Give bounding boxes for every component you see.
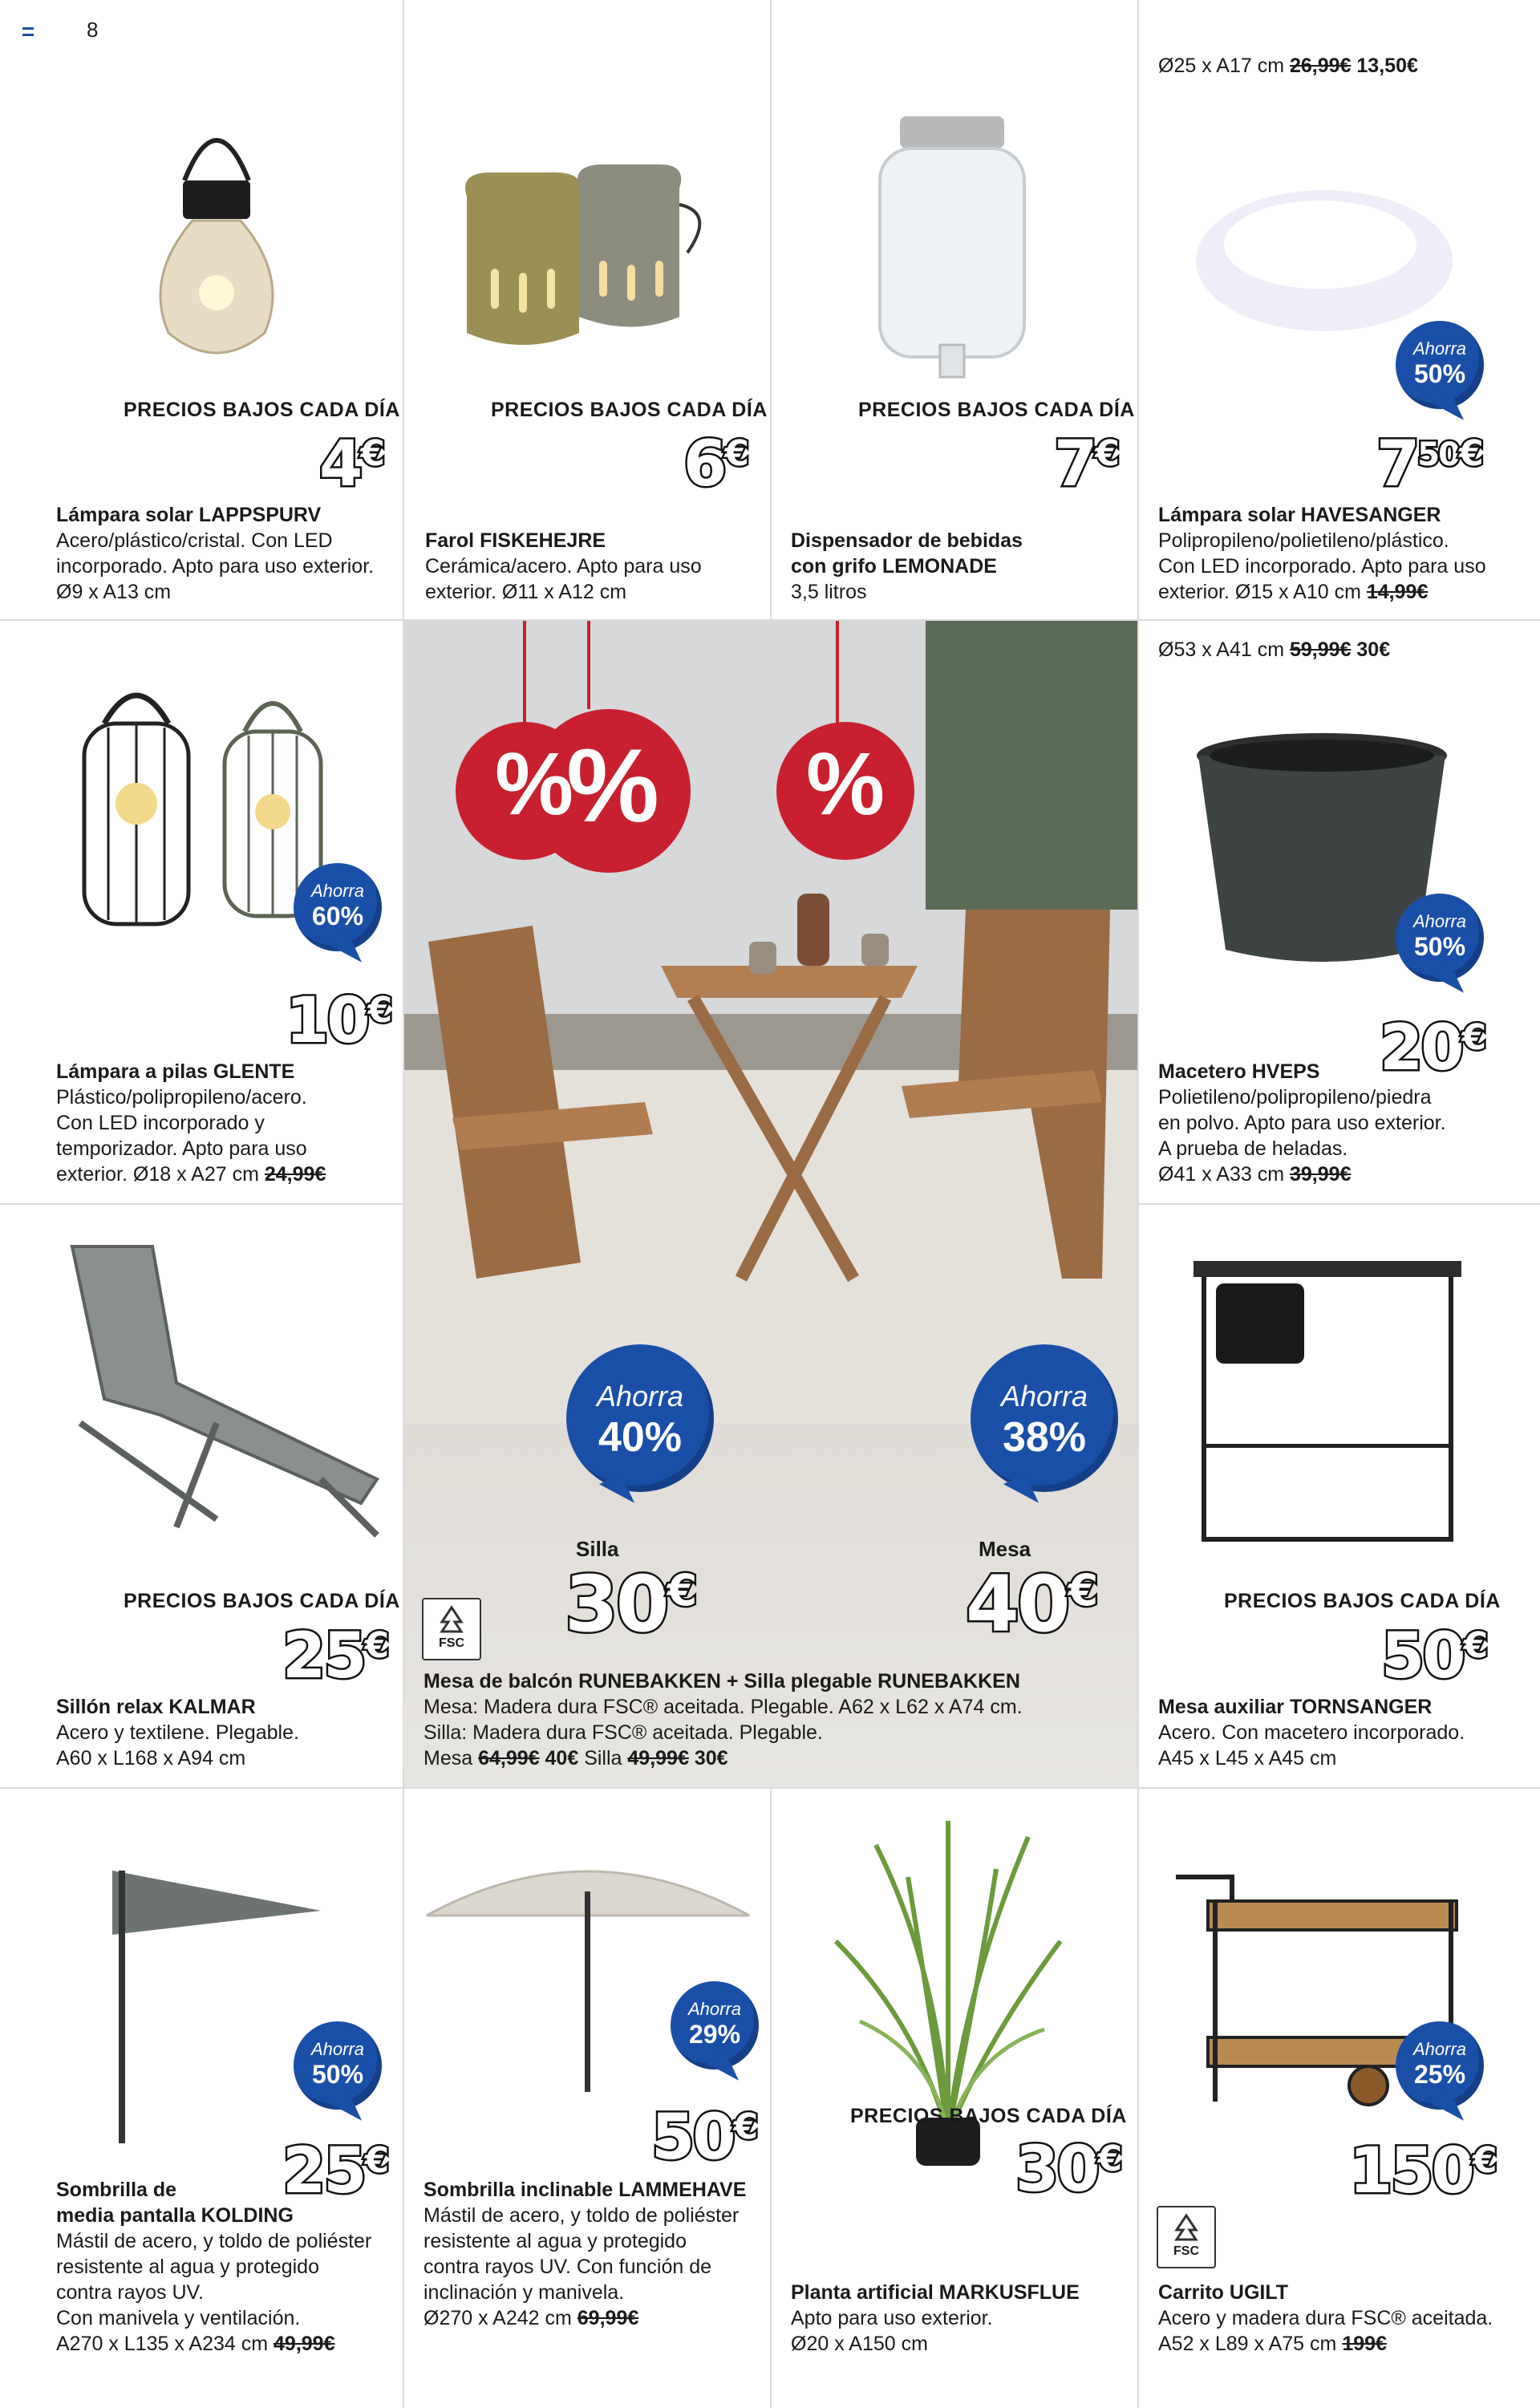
product-description: Lámpara solar HAVESANGER Polipropileno/polietileno/plástico. Con LED incorporado. Apto para uso exterior. Ø15 x A10 cm 14,99€	[1158, 504, 1486, 603]
product-description: Lámpara solar LAPPSPURV Acero/plástico/cristal. Con LED incorporado. Apto para uso exterior. Ø9 x A13 cm	[56, 504, 375, 603]
product-description: Sillón relax KALMAR Acero y textilene. Plegable. A60 x L168 x A94 cm	[56, 1696, 299, 1770]
product-description: Planta artificial MARKUSFLUE Apto para uso exterior. Ø20 x A150 cm	[791, 2281, 1080, 2355]
product-name: Farol FISKEHEJRE	[425, 529, 606, 552]
savings-badge: Ahorra 25%	[1396, 2021, 1484, 2110]
product-card-havesanger[interactable]	[1139, 0, 1540, 619]
price-tag-label: PRECIOS BAJOS CADA DÍA	[1224, 1590, 1501, 1612]
product-description: Sombrilla inclinable LAMMEHAVE Mástil de acero, y toldo de poliéster resistente al agua y protegido contra rayos UV. Con función de inclinación y manivela. Ø270 x A242 cm 69,99€	[424, 2179, 747, 2329]
product-description: Farol FISKEHEJRE Cerámica/acero. Apto para uso exterior. Ø11 x A12 cm	[425, 529, 702, 603]
price-label-mesa: Mesa	[979, 1537, 1031, 1561]
product-description: Mesa de balcón RUNEBAKKEN + Silla plegable RUNEBAKKEN Mesa: Madera dura FSC® aceitada. Plegable. A62 x L62 x A74 cm. Silla: Madera dura FSC® aceitada. Plegable. Mesa 64,99€ 40€ Silla 49,99€ 30€	[424, 1670, 1023, 1770]
product-name: Mesa de balcón RUNEBAKKEN + Silla plegable RUNEBAKKEN	[424, 1670, 1020, 1692]
price-mesa: 40€	[966, 1559, 1097, 1649]
savings-badge: Ahorra 50%	[294, 2021, 382, 2110]
price-tag-label: PRECIOS BAJOS CADA DÍA	[850, 2105, 1127, 2127]
stone-lamp-icon	[1192, 172, 1457, 333]
product-card-fiskehejre[interactable]	[404, 0, 770, 619]
ceramic-lantern-icon	[443, 164, 748, 381]
product-description: Dispensador de bebidas con grifo LEMONADE 3,5 litros	[791, 529, 1023, 603]
savings-badge: Ahorra 60%	[294, 863, 382, 951]
price-tag-label: PRECIOS BAJOS CADA DÍA	[124, 399, 400, 421]
product-card-kalmar[interactable]	[0, 1205, 403, 1787]
price-tag-label: PRECIOS BAJOS CADA DÍA	[858, 399, 1135, 421]
product-card-lemonade[interactable]	[772, 0, 1137, 619]
product-name: Lámpara solar LAPPSPURV	[56, 504, 322, 526]
product-card-lammehave[interactable]	[404, 1789, 770, 2408]
product-description: Sombrilla de media pantalla KOLDING Mástil de acero, y toldo de poliéster resistente al agua y protegido contra rayos UV. Con manivela y ventilación. A270 x L135 x A234 cm 49,99€	[56, 2179, 372, 2355]
product-card-markusflue[interactable]	[772, 1789, 1137, 2408]
price-tag-label: PRECIOS BAJOS CADA DÍA	[491, 399, 768, 421]
savings-badge: Ahorra 50%	[1396, 894, 1484, 982]
product-name: Sombrilla inclinable LAMMEHAVE	[424, 2179, 747, 2201]
product-description: Lámpara a pilas GLENTE Plástico/polipropileno/acero. Con LED incorporado y temporizador. Apto para uso exterior. Ø18 x A27 cm 24,99€	[56, 1060, 326, 1186]
product-name: Sillón relax KALMAR	[56, 1696, 256, 1718]
savings-badge-mesa: Ahorra 38%	[971, 1344, 1118, 1492]
price: 4€	[319, 428, 383, 501]
side-table-icon	[1192, 1259, 1465, 1548]
price: 50€	[1381, 1620, 1487, 1692]
product-card-runebakken[interactable]	[404, 621, 1137, 1787]
lounger-icon	[56, 1238, 393, 1543]
product-description: Carrito UGILT Acero y madera dura FSC® aceitada. A52 x L89 x A75 cm 199€	[1158, 2281, 1493, 2355]
product-name: Sombrilla de	[56, 2179, 177, 2201]
parasol-icon	[424, 1843, 752, 2108]
product-name: Lámpara a pilas GLENTE	[56, 1060, 295, 1083]
price: 25€	[282, 1620, 388, 1692]
price: $7^{50€}$	[1376, 428, 1482, 501]
product-name: Planta artificial MARKUSFLUE	[791, 2281, 1080, 2304]
size-variant: Ø25 x A17 cm 26,99€ 13,50€	[1158, 55, 1418, 77]
fsc-logo: FSC	[1157, 2206, 1216, 2268]
price: 7€	[1054, 428, 1118, 501]
drink-dispenser-icon	[872, 116, 1040, 397]
product-name: Macetero HVEPS	[1158, 1060, 1320, 1083]
product-name: Dispensador de bebidas	[791, 529, 1023, 552]
price-tag-label: PRECIOS BAJOS CADA DÍA	[124, 1590, 400, 1612]
product-card-lappspurv[interactable]	[0, 0, 403, 619]
product-card-kolding[interactable]	[0, 1789, 403, 2408]
price: 50€	[651, 2102, 757, 2174]
size-variant: Ø53 x A41 cm 59,99€ 30€	[1158, 638, 1391, 661]
price-label-silla: Silla	[576, 1537, 619, 1561]
product-card-ugilt[interactable]	[1139, 1789, 1540, 2408]
price: 150€	[1349, 2135, 1496, 2207]
product-card-glente[interactable]	[0, 621, 403, 1203]
product-name: Carrito UGILT	[1158, 2281, 1289, 2304]
product-name: Mesa auxiliar TORNSANGER	[1158, 1696, 1433, 1718]
solar-lantern-icon	[136, 108, 297, 381]
product-description: Mesa auxiliar TORNSANGER Acero. Con macetero incorporado. A45 x L45 x A45 cm	[1158, 1696, 1465, 1770]
discount-tag-text: %	[566, 727, 659, 844]
price: 30€	[1015, 2134, 1121, 2206]
half-parasol-icon	[96, 1847, 337, 2151]
product-card-hveps[interactable]	[1139, 621, 1540, 1203]
price-silla: 30€	[565, 1559, 696, 1649]
savings-badge: Ahorra 29%	[671, 1981, 759, 2070]
page-number: 8	[87, 18, 99, 42]
fsc-logo: FSC	[422, 1598, 481, 1660]
product-card-tornsanger[interactable]	[1139, 1205, 1540, 1787]
price: 20€	[1380, 1012, 1485, 1084]
savings-badge: Ahorra 50%	[1396, 321, 1484, 409]
discount-tag-text: %	[806, 735, 885, 833]
savings-badge-silla: Ahorra 40%	[566, 1344, 714, 1492]
price: 25€	[282, 2135, 388, 2207]
product-name: Lámpara solar HAVESANGER	[1158, 504, 1441, 526]
price: 6€	[683, 428, 748, 501]
discount-tag-text: %	[495, 735, 573, 833]
price: 10€	[286, 985, 391, 1057]
product-description: Macetero HVEPS Polietileno/polipropileno/piedra en polvo. Apto para uso exterior. A prueba de heladas. Ø41 x A33 cm 39,99€	[1158, 1060, 1446, 1186]
